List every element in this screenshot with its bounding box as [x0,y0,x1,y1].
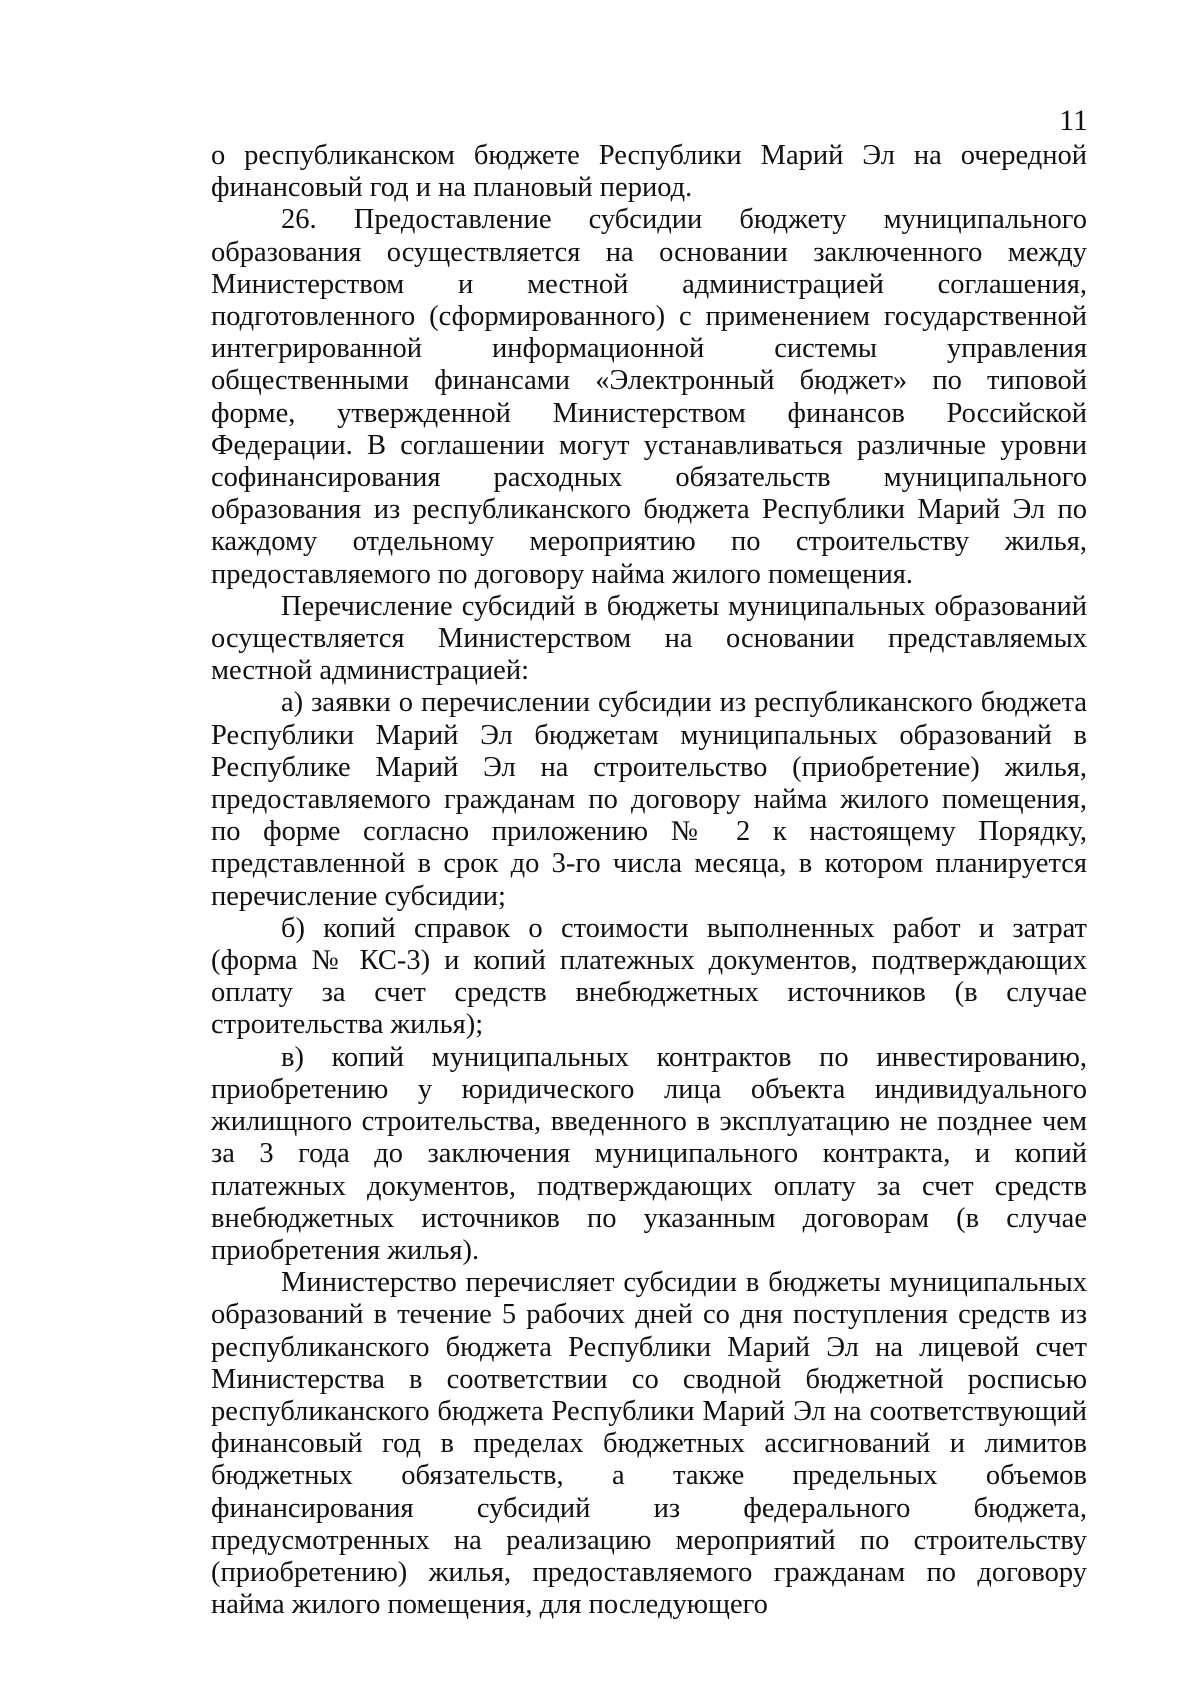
paragraph-continuation: о республиканском бюджете Республики Марий Эл на очередной финансовый год и на плановый период. [211,140,1087,204]
document-body [211,140,1087,1621]
page-number: 11 [1059,104,1088,137]
paragraph-clause-26: 26. Предоставление субсидии бюджету муниципального образования осуществляется на основании заключенного между Министерством и местной администрацией соглашения, подготовленного (сформированного) с применением государственной интегрированной информационной системы управления общественными финансами «Электронный бюджет» по типовой форме, утвержденной Министерством финансов Российской Федерации. В соглашении могут устанавливаться различные уровни софинансирования расходных обязательств муниципального образования из республиканского бюджета Республики Марий Эл по каждому отдельному мероприятию по строительству жилья, предоставляемого по договору найма жилого помещения. [211,204,1087,590]
paragraph-item-a: а) заявки о перечислении субсидии из республиканского бюджета Республики Марий Эл бюджетам муниципальных образований в Республике Марий Эл на строительство (приобретение) жилья, предоставляемого гражданам по договору найма жилого помещения, по форме согласно приложению № 2 к настоящему Порядку, представленной в срок до 3-го числа месяца, в котором планируется перечисление субсидии; [211,687,1087,912]
paragraph-item-b: б) копий справок о стоимости выполненных работ и затрат (форма № КС-3) и копий платежных документов, подтверждающих оплату за счет средств внебюджетных источников (в случае строительства жилья); [211,912,1087,1041]
paragraph-transfer-basis: Перечисление субсидий в бюджеты муниципальных образований осуществляется Министерством на основании представляемых местной администрацией: [211,590,1087,687]
paragraph-ministry-transfer: Министерство перечисляет субсидии в бюджеты муниципальных образований в течение 5 рабочих дней со дня поступления средств из республиканского бюджета Республики Марий Эл на лицевой счет Министерства в соответствии со сводной бюджетной росписью республиканского бюджета Республики Марий Эл на соответствующий финансовый год в пределах бюджетных ассигнований и лимитов бюджетных обязательств, а также предельных объемов финансирования субсидий из федерального бюджета, предусмотренных на реализацию мероприятий по строительству (приобретению) жилья, предоставляемого гражданам по договору найма жилого помещения, для последующего [211,1267,1087,1621]
paragraph-item-v: в) копий муниципальных контрактов по инвестированию, приобретению у юридического лица объекта индивидуального жилищного строительства, введенного в эксплуатацию не позднее чем за 3 года до заключения муниципального контракта, и копий платежных документов, подтверждающих оплату за счет средств внебюджетных источников по указанным договорам (в случае приобретения жилья). [211,1041,1087,1266]
